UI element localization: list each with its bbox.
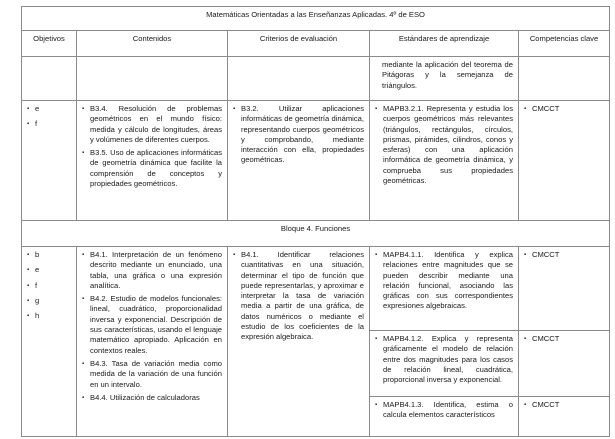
standard-cell (370, 247, 519, 331)
table-title: Matemáticas Orientadas a las Enseñanzas Aplicadas. 4º de ESO (22, 7, 610, 31)
standard-text: mediante la aplicación del teorema de Pitágoras y la semejanza de triángulos. (382, 60, 513, 90)
competences-cell (519, 101, 610, 221)
objective-item: ▪ e (27, 104, 71, 114)
column-header-criteria: Criterios de evaluación (228, 31, 370, 57)
competences-cell (519, 397, 610, 437)
column-header-competences: Competencias clave (519, 31, 610, 57)
table-row (22, 101, 610, 221)
objective-item: ▪ f (27, 281, 71, 291)
competence-item: ▪ CMCCT (524, 400, 604, 410)
contents-cell (77, 247, 228, 437)
competence-item: ▪ CMCCT (524, 334, 604, 344)
standard-item: ▪ MAPB4.1.3. Identifica, estima o calcula elementos característicos (375, 400, 513, 421)
title-row (22, 7, 610, 31)
curriculum-table (21, 6, 610, 437)
contents-cell (77, 101, 228, 221)
content-item: ▪ B4.2. Estudio de modelos funcionales: lineal, cuadrático, proporcionalidad inversa y exponencial. Descripción de sus características, usando el lenguaje matemático apropiado. Aplicación en contextos reales. (82, 294, 222, 356)
standard-item: ▪ MAPB3.2.1. Representa y estudia los cuerpos geométricos más relevantes (triángulos, rectángulos, círculos, prismas, pirámides, cilindros, conos y esferas) con una aplicación informática de geometría dinámica, y comprueba sus propiedades geométricas. (375, 104, 513, 186)
objective-item: ▪ f (27, 119, 71, 129)
competences-cell (519, 247, 610, 331)
competence-item: ▪ CMCCT (524, 250, 604, 260)
column-header-standards: Estándares de aprendizaje (370, 31, 519, 57)
objective-item: ▪ h (27, 311, 71, 321)
objective-item: ▪ e (27, 265, 71, 275)
standard-cell (370, 101, 519, 221)
content-item: ▪ B4.3. Tasa de variación media como medida de la variación de una función en un intervalo. (82, 359, 222, 390)
column-header-contents: Contenidos (77, 31, 228, 57)
objectives-cell (22, 247, 77, 437)
column-header-objectives: Objetivos (22, 31, 77, 57)
block-title: Bloque 4. Funciones (22, 221, 610, 247)
criterion-item: ▪ B4.1. Identificar relaciones cuantitativas en una situación, determinar el tipo de función que puede representarlas, y aproximar e interpretar la tasa de variación media a partir de una gráfica, de datos numéricos o mediante el estudio de los coeficientes de la expresión algebraica. (233, 250, 364, 343)
criteria-cell (228, 101, 370, 221)
column-header-row (22, 31, 610, 57)
objective-item: ▪ g (27, 296, 71, 306)
content-item: ▪ B4.1. Interpretación de un fenómeno descrito mediante un enunciado, una tabla, una gráfica o una expresión analítica. (82, 250, 222, 291)
standard-cell (370, 57, 519, 101)
competences-cell (519, 331, 610, 397)
objectives-cell (22, 57, 77, 101)
continued-row (22, 57, 610, 101)
standard-cell (370, 331, 519, 397)
competences-cell (519, 57, 610, 101)
criteria-cell (228, 247, 370, 437)
block-header-row (22, 221, 610, 247)
content-item: ▪ B4.4. Utilización de calculadoras (82, 393, 222, 403)
standard-item: ▪ MAPB4.1.2. Explica y representa gráficamente el modelo de relación entre dos magnitudes para los casos de relación lineal, cuadrática, proporcional inversa y exponencial. (375, 334, 513, 385)
table-row (22, 247, 610, 331)
objectives-cell (22, 101, 77, 221)
contents-cell (77, 57, 228, 101)
standard-cell (370, 397, 519, 437)
criteria-cell (228, 57, 370, 101)
criterion-item: ▪ B3.2. Utilizar aplicaciones informáticas de geometría dinámica, representando cuerpos geométricos y comprobando, mediante interacción con ella, propiedades geométricas. (233, 104, 364, 166)
standard-item: ▪ MAPB4.1.1. Identifica y explica relaciones entre magnitudes que se pueden describir mediante una relación funcional, asociando las gráficas con sus correspondientes expresiones algebraicas. (375, 250, 513, 312)
objective-item: ▪ b (27, 250, 71, 260)
content-item: ▪ B3.5. Uso de aplicaciones informáticas de geometría dinámica que facilite la comprensión de conceptos y propiedades geométricos. (82, 148, 222, 189)
competence-item: ▪ CMCCT (524, 104, 604, 114)
content-item: ▪ B3.4. Resolución de problemas geométricos en el mundo físico: medida y cálculo de longitudes, áreas y volúmenes de diferentes cuerpos. (82, 104, 222, 145)
